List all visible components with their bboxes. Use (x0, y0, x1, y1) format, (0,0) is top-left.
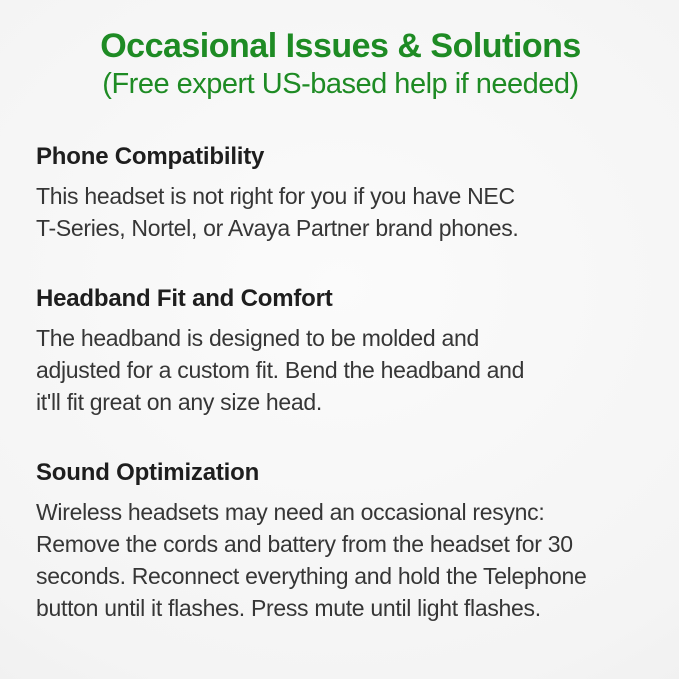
section-body (36, 180, 645, 244)
page-title: Occasional Issues & Solutions (100, 27, 581, 65)
body-line: T-Series, Nortel, or Avaya Partner brand phones. (36, 215, 519, 241)
section-headband-fit (36, 284, 645, 418)
section-heading: Phone Compatibility (36, 143, 265, 170)
section-heading: Headband Fit and Comfort (36, 285, 333, 312)
section-sound-optimization (36, 458, 645, 624)
body-line: The headband is designed to be molded and (36, 325, 479, 351)
page-subtitle: (Free expert US-based help if needed) (102, 68, 579, 100)
section-body (36, 322, 645, 418)
body-line: button until it flashes. Press mute until light flashes. (36, 595, 541, 621)
body-line: seconds. Reconnect everything and hold the Telephone (36, 563, 587, 589)
body-line: This headset is not right for you if you have NEC (36, 183, 515, 209)
section-phone-compatibility (36, 142, 645, 244)
section-heading: Sound Optimization (36, 459, 260, 486)
body-line: adjusted for a custom fit. Bend the headband and (36, 357, 525, 383)
body-line: Wireless headsets may need an occasional resync: (36, 499, 545, 525)
section-body (36, 496, 645, 624)
body-line: it'll fit great on any size head. (36, 389, 322, 415)
body-line: Remove the cords and battery from the headset for 30 (36, 531, 573, 557)
